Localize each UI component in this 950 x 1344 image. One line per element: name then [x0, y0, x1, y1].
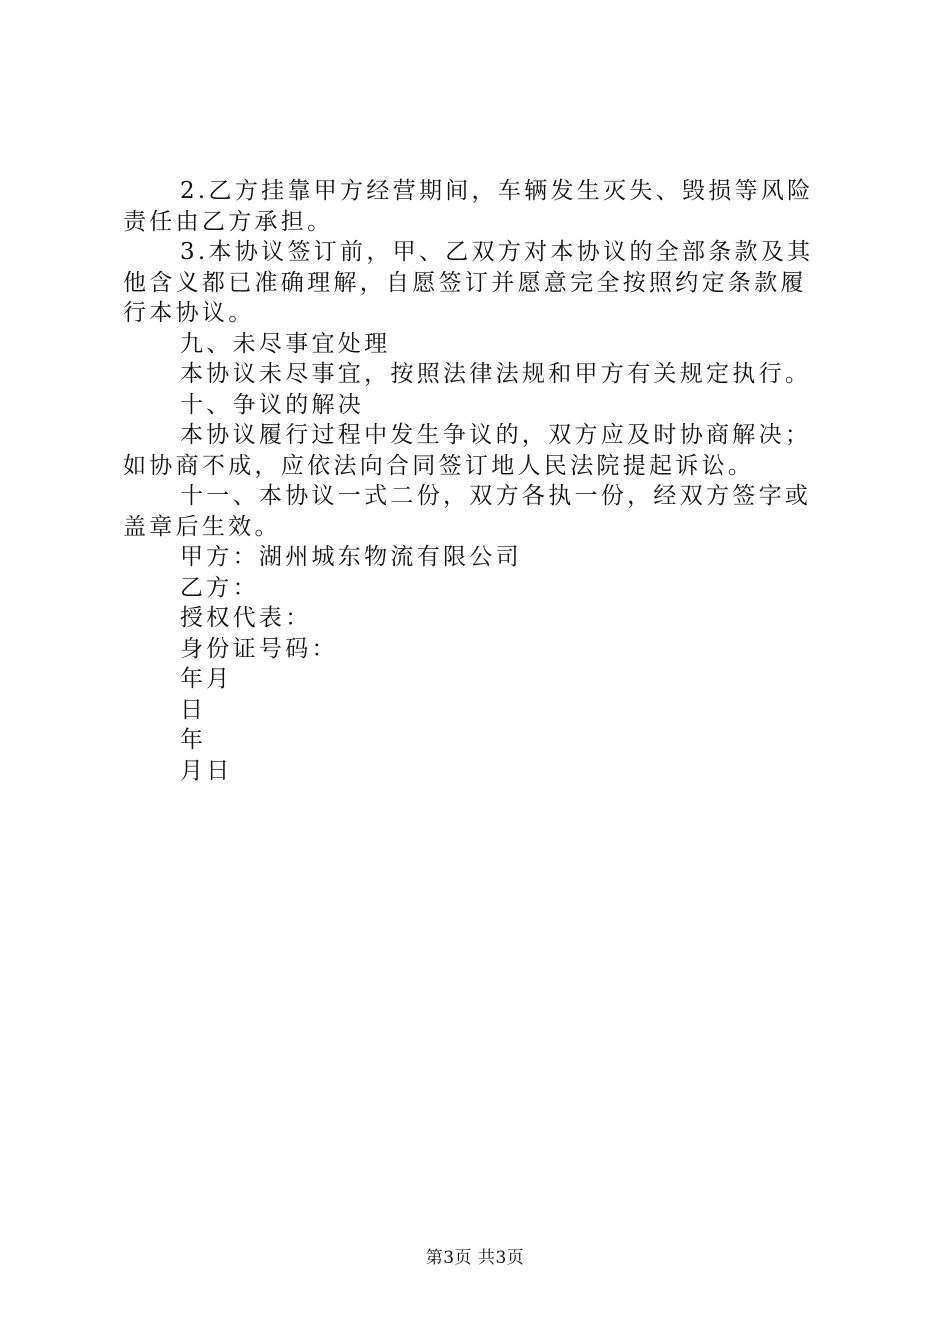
- clause-understanding: 3.本协议签订前，甲、乙双方对本协议的全部条款及其他含义都已准确理解，自愿签订并愿意完全按照约定条款履行本协议。: [123, 239, 814, 326]
- clause-unsettled-matters: 本协议未尽事宜，按照法律法规和甲方有关规定执行。: [180, 361, 812, 387]
- date-line-1: 年月: [180, 666, 233, 692]
- clause-dispute-resolution: 本协议履行过程中发生争议的，双方应及时协商解决；如协商不成，应依法向合同签订地人民法院提起诉讼。: [123, 422, 812, 479]
- party-a-line: 甲方：湖州城东物流有限公司: [180, 544, 522, 570]
- party-b-line: 乙方：: [180, 574, 259, 601]
- date-line-2: 日: [180, 696, 207, 723]
- page-footer: 第3页 共3页: [425, 1248, 525, 1268]
- date-line-4: 月日: [180, 757, 233, 784]
- section-heading-unsettled-matters: 九、未尽事宜处理: [180, 330, 391, 357]
- section-heading-dispute: 十、争议的解决: [180, 391, 365, 418]
- id-number-line: 身份证号码：: [180, 635, 338, 662]
- date-line-3: 年: [180, 727, 207, 753]
- clause-risk-liability: 2.乙方挂靠甲方经营期间，车辆发生灭失、毁损等风险责任由乙方承担。: [123, 178, 814, 235]
- authorized-rep-line: 授权代表：: [180, 605, 312, 631]
- clause-copies-effect: 十一、本协议一式二份，双方各执一份，经双方签字或盖章后生效。: [123, 483, 812, 540]
- document-body: [123, 176, 833, 786]
